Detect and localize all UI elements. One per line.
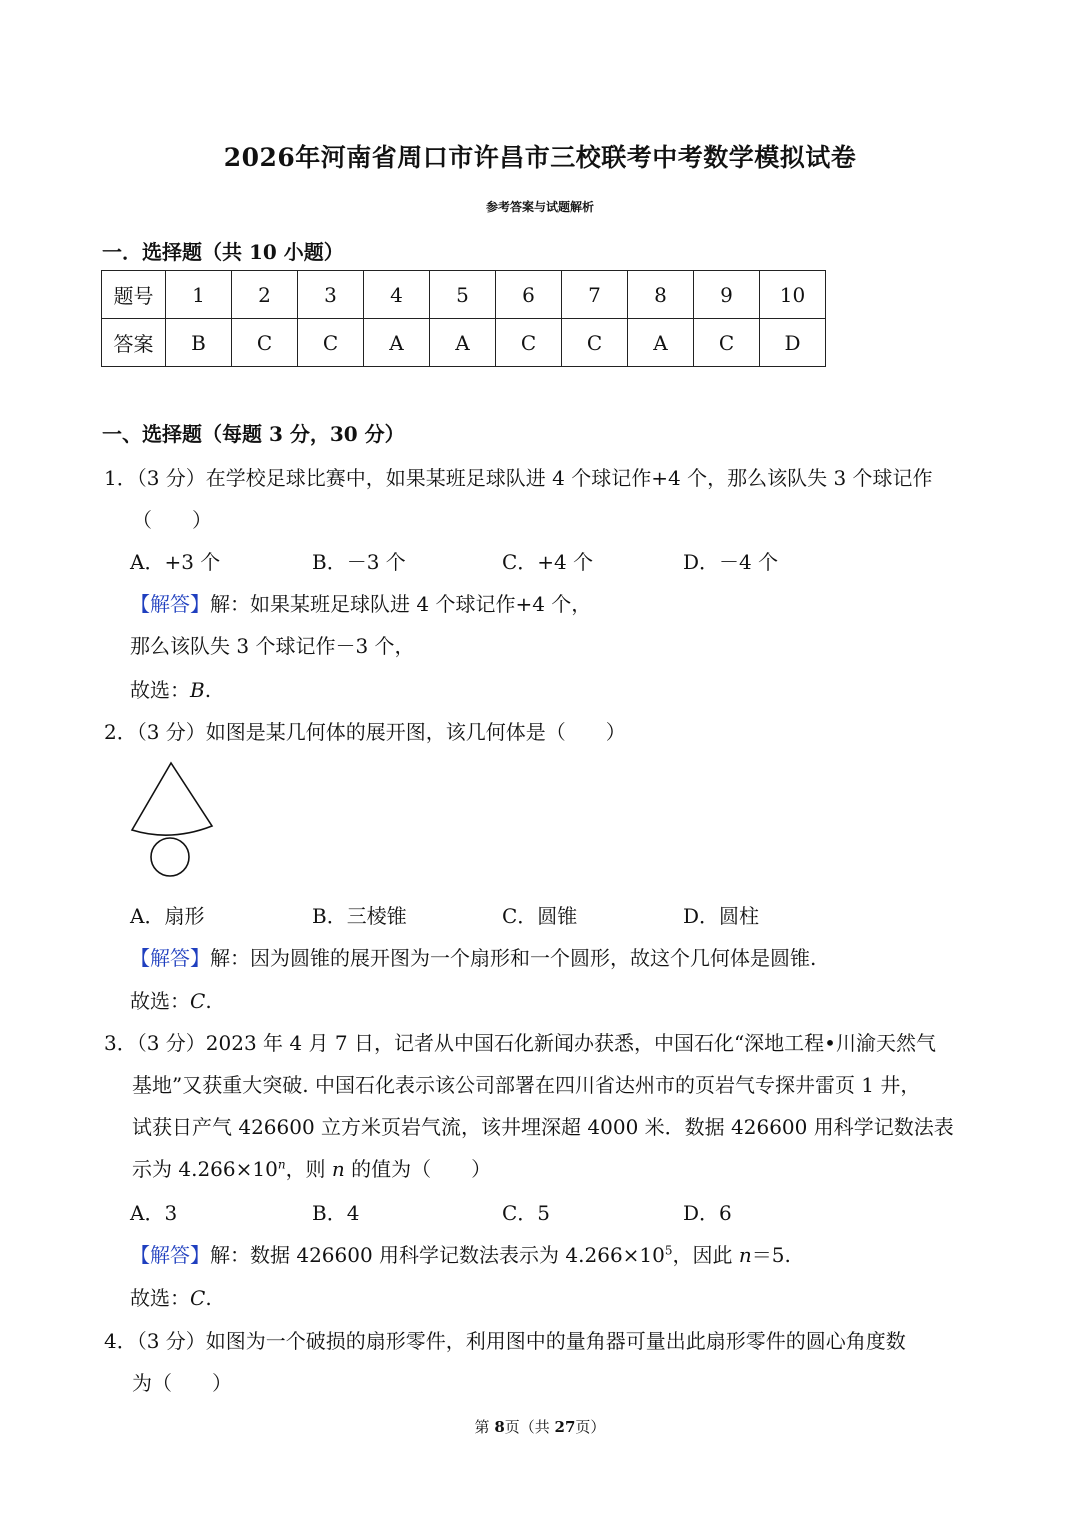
table-cell: A <box>628 319 694 367</box>
text-run: 示为 4.266×10 <box>132 1157 278 1181</box>
exponent: 5 <box>664 1243 673 1258</box>
table-cell: 8 <box>628 271 694 319</box>
page-footer <box>0 1416 1080 1437</box>
choose-end: . <box>205 989 212 1013</box>
solution-text: ＝5. <box>751 1243 791 1267</box>
table-cell: C <box>232 319 298 367</box>
q1-option-b: B．－3 个 <box>312 550 406 574</box>
table-cell: C <box>496 319 562 367</box>
q1-option-d: D．－4 个 <box>683 550 779 574</box>
table-cell: 3 <box>298 271 364 319</box>
table-cell: 1 <box>166 271 232 319</box>
page-number: 8 <box>494 1418 505 1436</box>
text-run: 的值为（ ） <box>344 1157 492 1181</box>
table-cell: 9 <box>694 271 760 319</box>
q1-stem-line2: （ ） <box>132 508 212 532</box>
table-cell: A <box>364 319 430 367</box>
table-cell: C <box>298 319 364 367</box>
table-row <box>102 271 826 319</box>
table-cell: 10 <box>760 271 826 319</box>
table-cell: 题号 <box>102 271 166 319</box>
choose-end: . <box>205 1286 212 1310</box>
table-cell: 4 <box>364 271 430 319</box>
text-run: ，则 <box>285 1157 332 1181</box>
choose-letter: B <box>190 678 205 702</box>
sector-shape <box>132 763 212 835</box>
table-cell: 答案 <box>102 319 166 367</box>
q2-solution-line1 <box>130 942 816 971</box>
table-row <box>102 319 826 367</box>
choose-letter: C <box>190 989 206 1013</box>
exponent <box>278 1157 286 1171</box>
solution-tag: 【解答】 <box>130 946 210 970</box>
choose-prefix: 故选： <box>130 989 190 1013</box>
q4-stem-line1: 4．（3 分）如图为一个破损的扇形零件，利用图中的量角器可量出此扇形零件的圆心角度数 <box>104 1329 906 1353</box>
q3-option-b: B．4 <box>312 1201 360 1225</box>
table-cell: C <box>694 319 760 367</box>
choose-prefix: 故选： <box>130 1286 190 1310</box>
variable: n <box>331 1157 345 1181</box>
solution-text: 解：因为圆锥的展开图为一个扇形和一个圆形，故这个几何体是圆锥. <box>210 946 817 970</box>
cone-net-figure <box>126 758 226 882</box>
q1-solution-line1 <box>130 588 591 617</box>
variable: n <box>738 1243 752 1267</box>
q2-option-a: A．扇形 <box>130 904 205 928</box>
solution-tag: 【解答】 <box>130 592 210 616</box>
table-cell: A <box>430 319 496 367</box>
table-cell: B <box>166 319 232 367</box>
q2-choose <box>130 985 212 1014</box>
page-subtitle: 参考答案与试题解析 <box>485 200 594 214</box>
solution-text: 解：数据 426600 用科学记数法表示为 4.266×10 <box>210 1243 665 1267</box>
table-cell: 6 <box>496 271 562 319</box>
solution-tag: 【解答】 <box>130 1243 210 1267</box>
choose-end: . <box>204 678 212 702</box>
q3-stem-line1: 3．（3 分）2023 年 4 月 7 日，记者从中国石化新闻办获悉，中国石化“深地工程•川渝天然气 <box>104 1031 936 1055</box>
choose-letter: C <box>190 1286 206 1310</box>
answer-table <box>101 270 826 367</box>
footer-text: 第 <box>474 1418 495 1436</box>
q2-option-c: C．圆锥 <box>502 904 578 928</box>
footer-text: 页（共 <box>504 1418 555 1436</box>
q1-solution-line2: 那么该队失 3 个球记作－3 个， <box>130 634 415 658</box>
q2-stem-line1: 2．（3 分）如图是某几何体的展开图，该几何体是（ ） <box>104 720 626 744</box>
circle-shape <box>151 838 189 876</box>
q3-solution-line1 <box>130 1239 791 1268</box>
answer-table-heading: 一．选择题（共 10 小题） <box>102 240 344 264</box>
exponent-var: n <box>277 1157 286 1172</box>
table-cell: 2 <box>232 271 298 319</box>
q1-stem-line1: 1．（3 分）在学校足球比赛中，如果某班足球队进 4 个球记作+4 个，那么该队失 3 个球记作 <box>104 466 933 490</box>
q3-option-c: C．5 <box>502 1201 551 1225</box>
total-pages: 27 <box>554 1418 576 1436</box>
q2-option-d: D．圆柱 <box>683 904 760 928</box>
section-heading: 一、选择题（每题 3 分，30 分） <box>102 422 405 446</box>
q2-option-b: B．三棱锥 <box>312 904 407 928</box>
table-cell: 5 <box>430 271 496 319</box>
page-title: 2026年河南省周口市许昌市三校联考中考数学模拟试卷 <box>223 143 857 172</box>
solution-text: ，因此 <box>672 1243 739 1267</box>
q4-stem-line2: 为（ ） <box>132 1371 232 1395</box>
q1-choose <box>130 674 211 703</box>
q3-option-d: D．6 <box>683 1201 732 1225</box>
q1-option-c: C．+4 个 <box>502 550 594 574</box>
q1-option-a: A．+3 个 <box>130 550 221 574</box>
q3-stem-line2: 基地”又获重大突破. 中国石化表示该公司部署在四川省达州市的页岩气专探井雷页 1 井， <box>132 1073 921 1097</box>
choose-prefix: 故选： <box>130 678 190 702</box>
footer-text: 页） <box>575 1418 606 1436</box>
q3-stem-line4 <box>132 1153 491 1182</box>
q3-choose <box>130 1282 212 1311</box>
table-cell: C <box>562 319 628 367</box>
table-cell: D <box>760 319 826 367</box>
solution-text: 解：如果某班足球队进 4 个球记作+4 个， <box>210 592 592 616</box>
q3-option-a: A．3 <box>130 1201 178 1225</box>
table-cell: 7 <box>562 271 628 319</box>
q3-stem-line3: 试获日产气 426600 立方米页岩气流，该井埋深超 4000 米．数据 426600 用科学记数法表 <box>132 1115 954 1139</box>
